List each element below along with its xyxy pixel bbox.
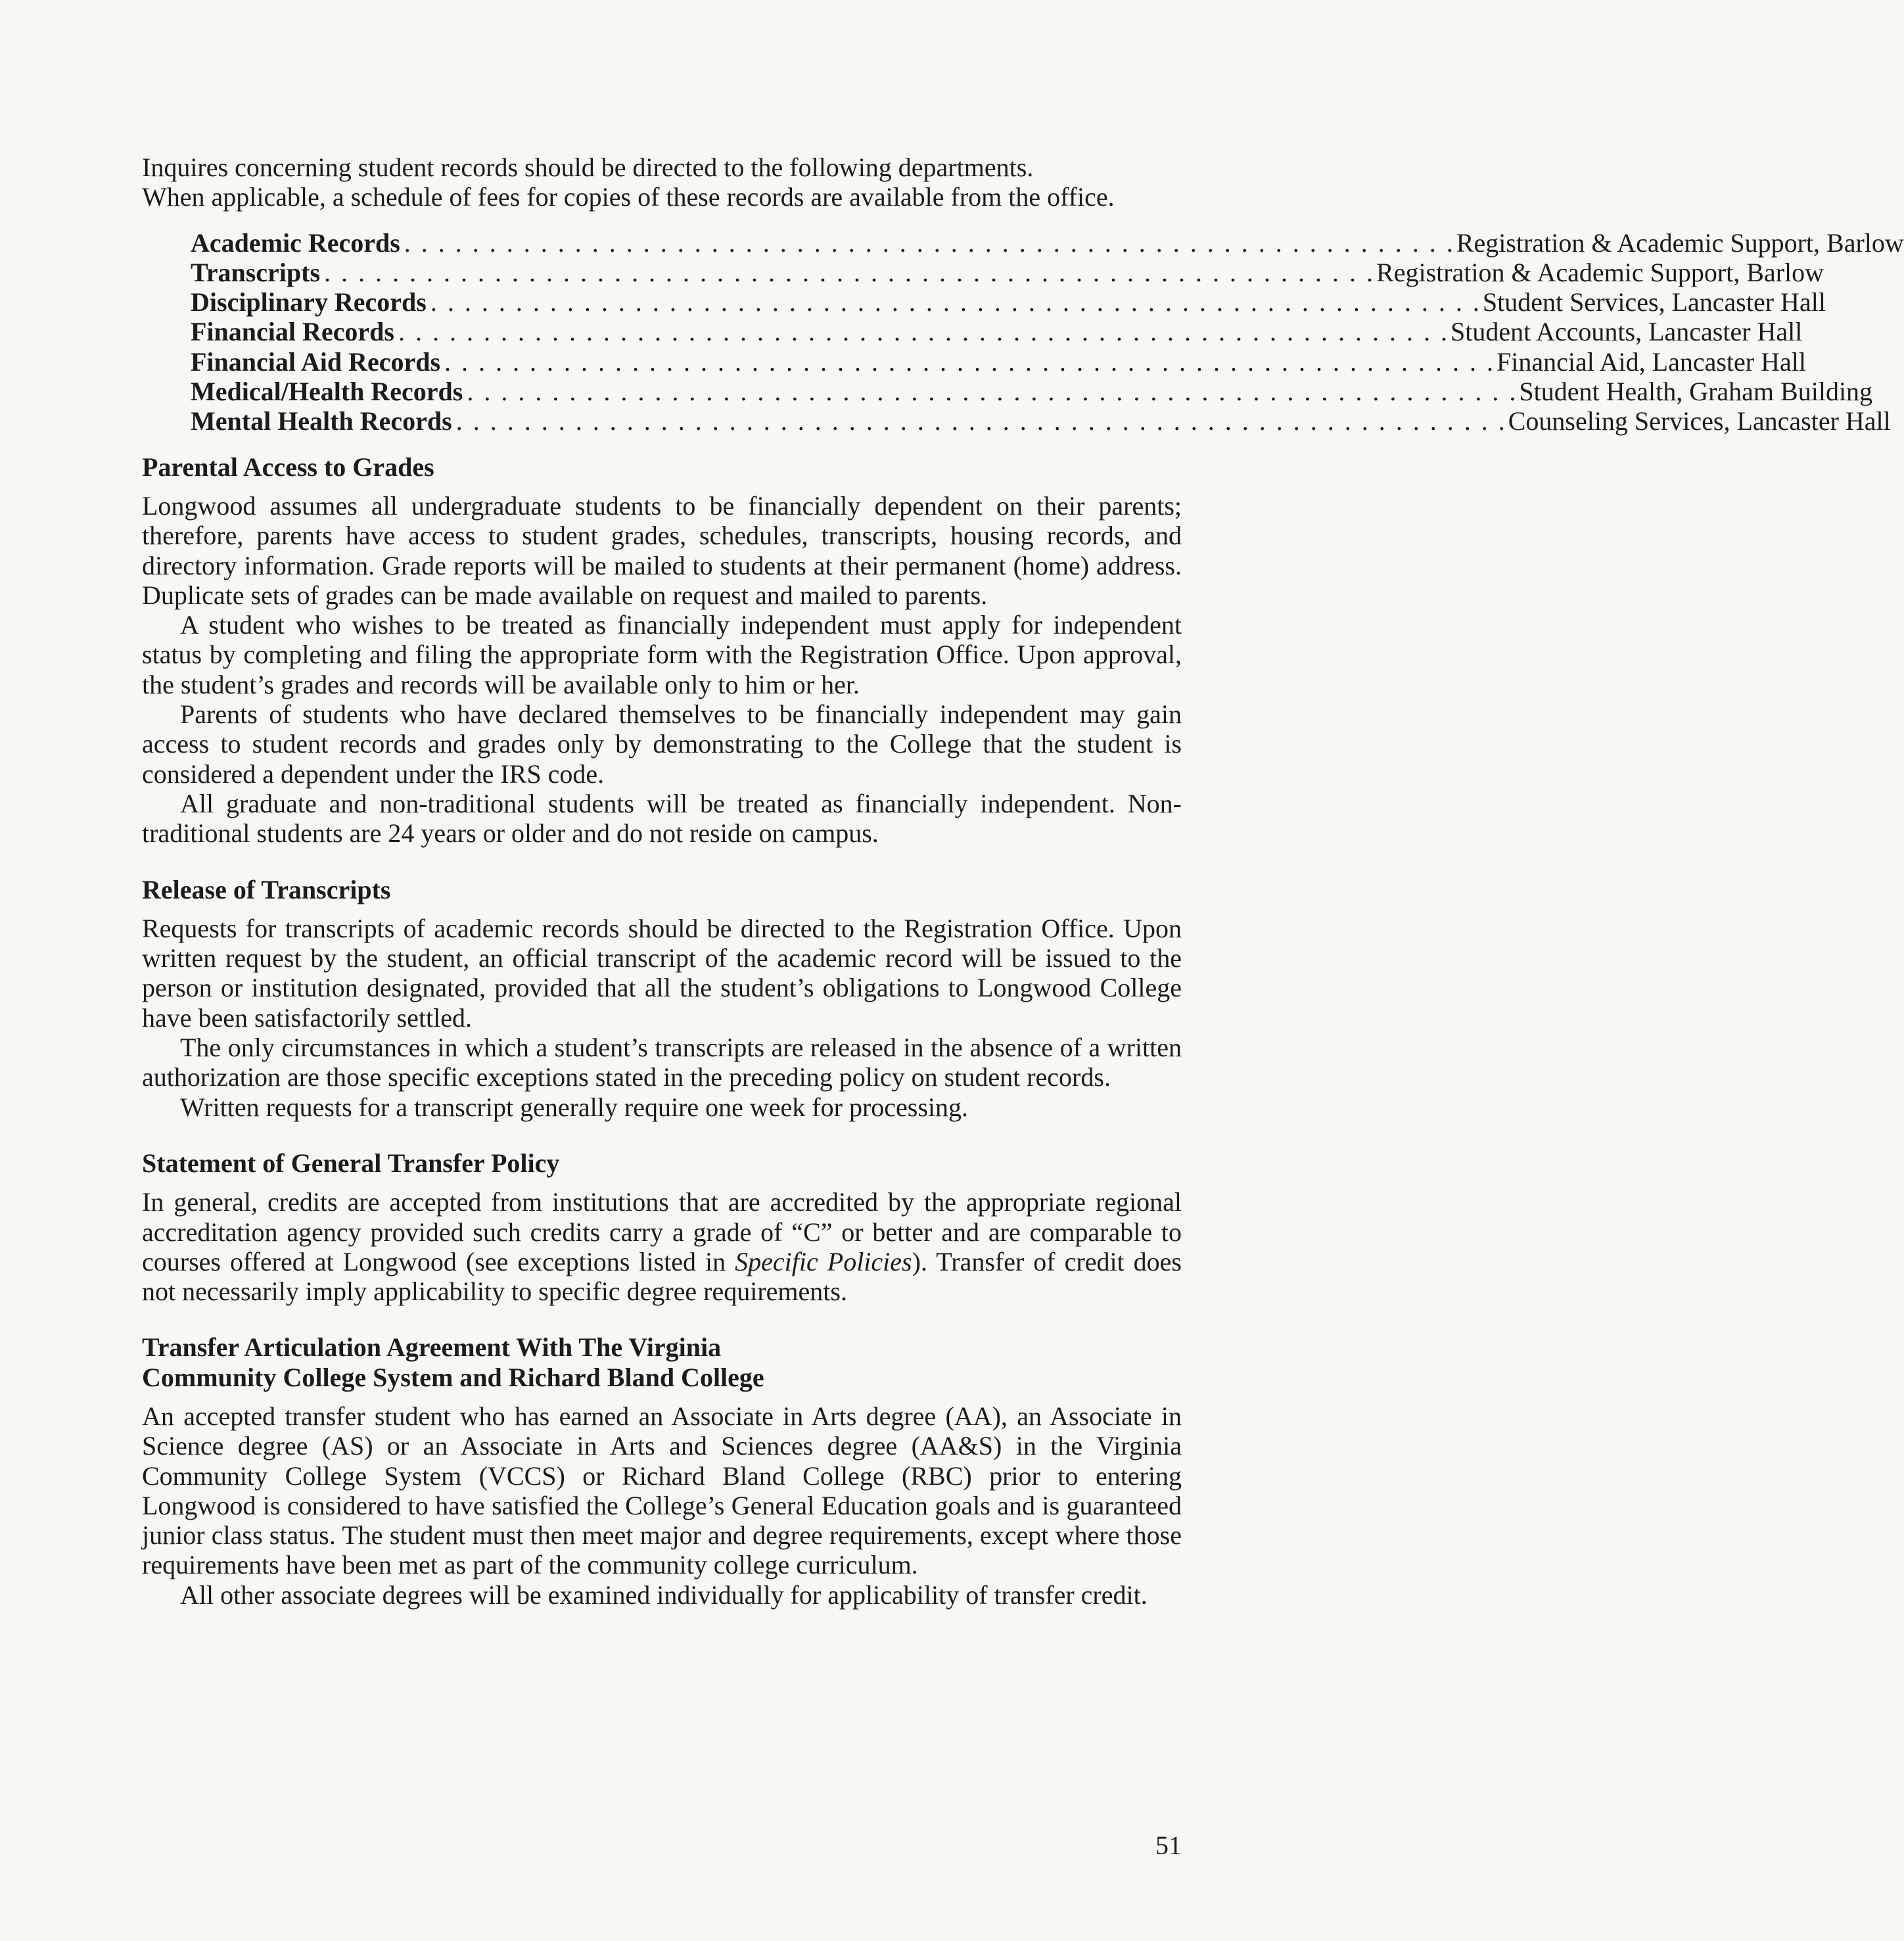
record-department: Counseling Services, Lancaster Hall — [1508, 406, 1891, 436]
paragraph: Parents of students who have declared themselves to be financially independent may gain access to student records and grades only by demonstrating to the College that the student is considered a dependent under the IRS code. — [142, 699, 1182, 789]
paragraph — [142, 1187, 1182, 1306]
record-department: Registration & Academic Support, Barlow — [1456, 227, 1904, 258]
heading-line: Transfer Articulation Agreement With The Virginia — [142, 1332, 722, 1363]
record-department: Student Services, Lancaster Hall — [1482, 287, 1826, 317]
section-parental-access — [142, 452, 1182, 849]
record-label: Transcripts — [191, 257, 321, 287]
record-label: Mental Health Records — [191, 406, 452, 436]
record-row — [191, 287, 1826, 317]
intro-line: When applicable, a schedule of fees for copies of these records are available from the office. — [142, 182, 1115, 212]
dot-leader: . . . . . . . . . . . . . . . . . . . . . . . . . . . . . . . . . . . . . . . . . . . . . . . . . . . . . . . . . . . . . . — [324, 257, 1376, 287]
paragraph: Longwood assumes all undergraduate students to be financially dependent on their parents; therefore, parents have access to student grades, schedules, transcripts, housing records, and directory information. Grade reports will be mailed to students at their permanent (home) address. Duplicate sets of grades can be made available on request and mailed to parents. — [142, 490, 1182, 610]
section-heading: Parental Access to Grades — [142, 452, 434, 482]
paragraph: All graduate and non-traditional students will be treated as financially independent. Non-traditional students are 24 years or older and do not reside on campus. — [142, 788, 1182, 849]
paragraph-text: ). Transfer of credit does not necessarily imply applicability to specific degree requirements. — [142, 1246, 1182, 1307]
record-label: Academic Records — [191, 227, 400, 258]
dot-leader: . . . . . . . . . . . . . . . . . . . . . . . . . . . . . . . . . . . . . . . . . . . . . . . . . . . . . . . . . . . . . . — [467, 377, 1518, 407]
paragraph: Requests for transcripts of academic records should be directed to the Registration Office. Upon written request by the student, an official transcript of the academic record will be issued to the person or institution designated, provided that all the student’s obligations to Longwood College have been satisfactorily settled. — [142, 913, 1182, 1033]
paragraph: All other associate degrees will be examined individually for applicability of transfer credit. — [180, 1579, 1148, 1610]
record-row — [191, 317, 1803, 347]
section-articulation-agreement — [142, 1332, 1182, 1610]
intro-line: Inquires concerning student records should be directed to the following departments. — [142, 152, 1034, 182]
record-label: Medical/Health Records — [191, 377, 463, 407]
record-row — [191, 406, 1891, 436]
paragraph: An accepted transfer student who has earned an Associate in Arts degree (AA), an Associate in Science degree (AS) or an Associate in Arts and Sciences degree (AA&S) in the Virginia Community College System (VCCS) or Richard Bland College (RBC) prior to entering Longwood is considered to have satisfied the College’s General Education goals and is guaranteed junior class status. The student must then meet major and degree requirements, except where those requirements have been met as part of the community college curriculum. — [142, 1401, 1182, 1580]
section-heading: Statement of General Transfer Policy — [142, 1148, 560, 1178]
intro-text — [142, 152, 1194, 212]
page-content — [142, 152, 1904, 1610]
section-heading: Release of Transcripts — [142, 874, 391, 904]
section-transfer-policy — [142, 1148, 1182, 1306]
records-directory — [191, 227, 1904, 436]
dot-leader: . . . . . . . . . . . . . . . . . . . . . . . . . . . . . . . . . . . . . . . . . . . . . . . . . . . . . . . . . . . . . . — [404, 227, 1455, 258]
record-label: Disciplinary Records — [191, 287, 427, 317]
paragraph: A student who wishes to be treated as financially independent must apply for independent status by completing and filing the appropriate form with the Registration Office. Upon approval, the student’s grades and records will be available only to him or her. — [142, 610, 1182, 699]
page-number: 51 — [1155, 1831, 1182, 1860]
record-row — [191, 227, 1904, 258]
record-row — [191, 346, 1806, 377]
record-department: Student Accounts, Lancaster Hall — [1450, 317, 1803, 347]
section-heading — [142, 1332, 1182, 1392]
dot-leader: . . . . . . . . . . . . . . . . . . . . . . . . . . . . . . . . . . . . . . . . . . . . . . . . . . . . . . . . . . . . . . — [430, 287, 1481, 317]
record-label: Financial Aid Records — [191, 346, 441, 377]
italic-reference: Specific Policies — [735, 1246, 912, 1276]
record-row — [191, 377, 1873, 407]
record-row — [191, 257, 1824, 287]
record-department: Registration & Academic Support, Barlow — [1376, 257, 1824, 287]
record-department: Student Health, Graham Building — [1519, 377, 1873, 407]
paragraph: The only circumstances in which a student’s transcripts are released in the absence of a written authorization are those specific exceptions stated in the preceding policy on student records. — [142, 1033, 1182, 1092]
section-release-transcripts — [142, 875, 1182, 1122]
dot-leader: . . . . . . . . . . . . . . . . . . . . . . . . . . . . . . . . . . . . . . . . . . . . . . . . . . . . . . . . . . . . . . — [444, 346, 1496, 377]
paragraph: Written requests for a transcript generally require one week for processing. — [180, 1092, 969, 1122]
dot-leader: . . . . . . . . . . . . . . . . . . . . . . . . . . . . . . . . . . . . . . . . . . . . . . . . . . . . . . . . . . . . . . — [398, 317, 1449, 347]
heading-line: Community College System and Richard Bland College — [142, 1362, 764, 1392]
record-department: Financial Aid, Lancaster Hall — [1497, 346, 1806, 377]
record-label: Financial Records — [191, 317, 394, 347]
dot-leader: . . . . . . . . . . . . . . . . . . . . . . . . . . . . . . . . . . . . . . . . . . . . . . . . . . . . . . . . . . . . . . — [455, 406, 1507, 436]
paragraph-text: In general, credits are accepted from institutions that are accredited by the appropriate regional accreditation agency provided such credits carry a grade of “C” or better and are comparable to courses offered at Longwood (see exceptions listed in — [142, 1187, 1182, 1276]
